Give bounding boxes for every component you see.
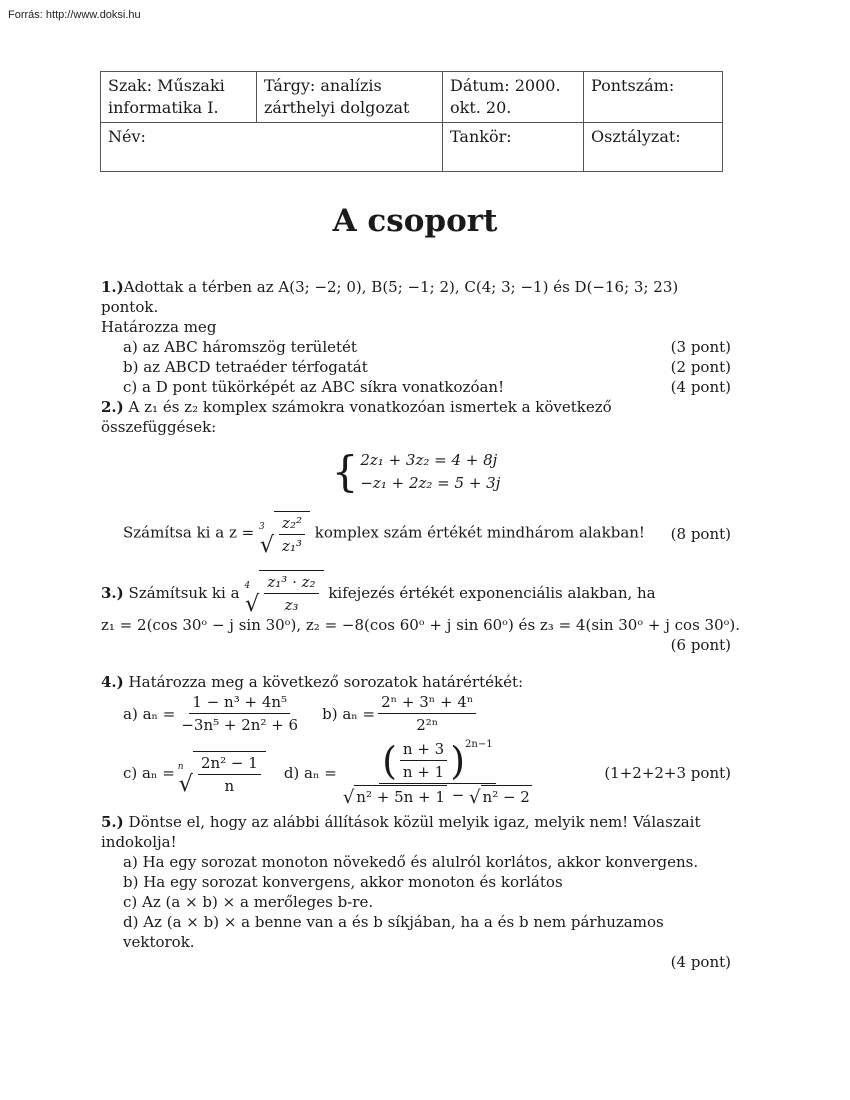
list-item: c) Az (a × b) × a merőleges b-re. — [123, 893, 374, 911]
list-item: a) Ha egy sorozat monoton növekedő és alulról korlátos, akkor konvergens. — [123, 853, 699, 871]
list-item: a) az ABC háromszög területét (3 pont) — [123, 338, 731, 356]
task-row: Számítsa ki a z = 3 √ $\frac{\text{z₂²}}{\text{z₁³}}$ komplex szám értékét mindhárom alakban! (8 pont) — [101, 511, 731, 556]
problem-text: Adottak a térben az A(3; −2; 0), B(5; −1; 2), C(4; 3; −1) és D(−16; 3; 23) pontok. — [101, 278, 679, 316]
problem-text: A z₁ és z₂ komplex számokra vonatkozóan ismertek a következő összefüggések: — [101, 398, 612, 436]
points: (4 pont) — [670, 953, 731, 971]
source-note: Forrás: http://www.doksi.hu — [8, 9, 141, 21]
problem-2 — [101, 397, 731, 556]
list-item: b) az ABCD tetraéder térfogatát (2 pont) — [123, 358, 731, 376]
osztalyzat-cell: Osztályzat: — [584, 123, 723, 172]
equation-2: −z₁ + 2z₂ = 5 + 3j — [360, 474, 501, 492]
list-item: d) Az (a × b) × a benne van a és b síkjában, ha a és b nem párhuzamos vektorok. — [123, 913, 664, 951]
given-values: z₁ = 2(cos 30ᵒ − j sin 30ᵒ), z₂ = −8(cos 60ᵒ + j sin 60ᵒ) és z₃ = 4(sin 30ᵒ + j cos 30ᵒ). — [101, 616, 741, 634]
list-item: b) Ha egy sorozat konvergens, akkor monoton és korlátos — [123, 873, 563, 891]
list-item: c) a D pont tükörképét az ABC síkra vonatkozóan! (4 pont) — [123, 378, 731, 396]
page-title: A csoport — [332, 203, 498, 239]
problem-label: 3.) — [101, 583, 124, 602]
equation-1: 2z₁ + 3z₂ = 4 + 8j — [360, 451, 498, 469]
szak-cell: Szak: Műszaki informatika I. — [101, 72, 257, 123]
problem-label: 5.) — [101, 813, 124, 831]
tankor-cell: Tankör: — [443, 123, 584, 172]
problem-label: 1.) — [101, 278, 124, 296]
problem-1 — [101, 277, 731, 397]
points: (1+2+2+3 pont) — [604, 764, 731, 782]
brace-icon: { — [331, 447, 359, 496]
pontszam-cell: Pontszám: — [584, 72, 723, 123]
problem-label: 2.) — [101, 398, 124, 416]
header-table — [100, 71, 723, 172]
problem-label: 4.) — [101, 673, 124, 691]
problem-4 — [101, 672, 731, 807]
fourth-root: 4 √ $\frac{\text{z₁³ · z₂}}{\text{z₃}}$ — [244, 570, 323, 615]
datum-cell: Dátum: 2000. okt. 20. — [443, 72, 584, 123]
cube-root: 3 √ $\frac{\text{z₂²}}{\text{z₁³}}$ — [259, 511, 310, 556]
targy-cell: Tárgy: analízis zárthelyi dolgozat — [257, 72, 443, 123]
problem-text: Határozza meg a következő sorozatok határértékét: — [128, 673, 524, 691]
nev-cell: Név: — [101, 123, 443, 172]
problem-5 — [101, 812, 731, 972]
problem-text-2: Határozza meg — [101, 318, 217, 336]
problem-text: Döntse el, hogy az alábbi állítások közül melyik igaz, melyik nem! Válaszait indokolja! — [101, 813, 701, 851]
equation-system — [101, 449, 731, 495]
problem-3: 3.) Számítsuk ki a 4 √ $\frac{\text{z₁³ · z₂}}{\text{z₃}}$ kifejezés értékét exponenciális alakban, ha z₁ = 2(cos 30ᵒ − j sin 30ᵒ), z₂ = −8(cos 60ᵒ + j sin 60ᵒ) és z₃ = 4(sin 30ᵒ + j cos 30ᵒ). (6 pont) — [101, 570, 731, 655]
points: (8 pont) — [670, 524, 731, 543]
points: (6 pont) — [670, 636, 731, 654]
sequences-ab: a) aₙ = $\frac{\text{1 − n³ + 4n⁵}}{\text{−3n⁵ + 2n² + 6}}$ b) aₙ = $\frac{\text{2ⁿ + 3ⁿ + 4ⁿ}}{\text{2²ⁿ}}$ — [101, 692, 731, 735]
sequences-cd: c) aₙ = n √ $\frac{\text{2n² − 1}}{n}$ d) aₙ = ( $\frac{n + 3}{n + 1}$ ) 2n−1 √ n² + 5n + 1 − √ n² − 2 (1+2+2+3 pont) — [123, 738, 731, 808]
